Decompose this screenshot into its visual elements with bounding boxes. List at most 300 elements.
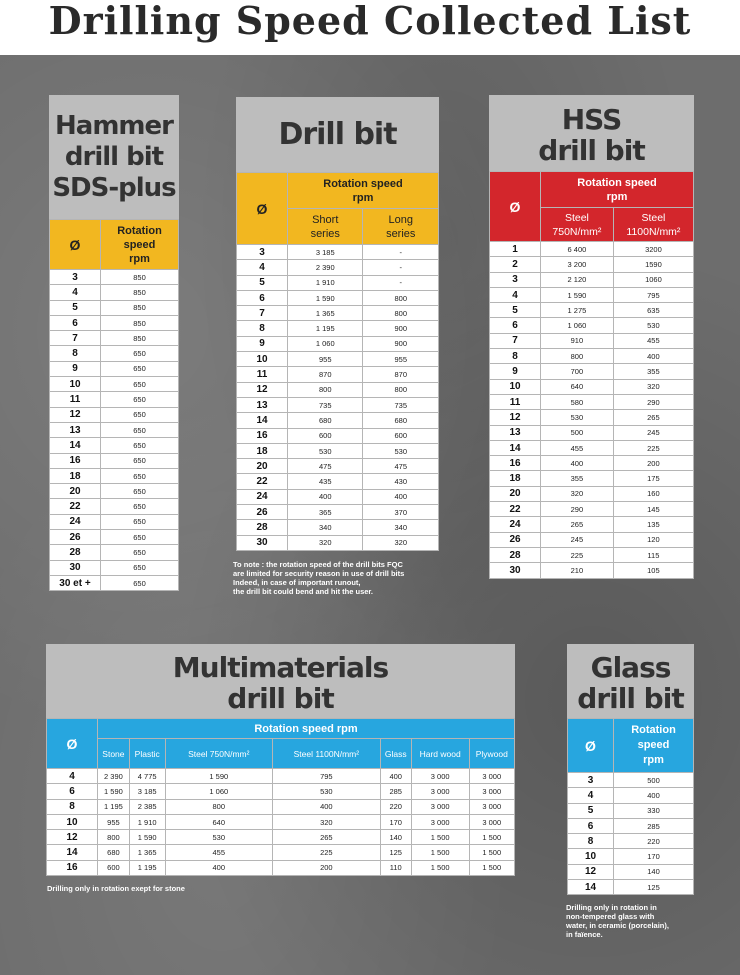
speed-cell: 1 060	[165, 784, 273, 799]
speed-cell: 580	[541, 394, 614, 409]
speed-cell: 320	[613, 379, 693, 394]
table-row	[50, 331, 179, 346]
table-row	[50, 514, 179, 529]
table-row	[50, 438, 179, 453]
diameter-cell: 14	[568, 880, 614, 895]
diameter-cell: 8	[237, 321, 288, 336]
diameter-cell: 20	[490, 486, 541, 501]
speed-cell: 850	[101, 315, 179, 330]
table-row	[568, 880, 694, 895]
glass-note: Drilling only in rotation in non-tempered glass with water, in ceramic (porcelain), in faïence.	[566, 903, 669, 939]
table-row	[237, 306, 439, 321]
table-row	[47, 769, 515, 784]
table-row	[50, 270, 179, 285]
diameter-cell: 12	[490, 410, 541, 425]
diameter-cell: 9	[237, 336, 288, 351]
diameter-cell: 8	[490, 349, 541, 364]
diameter-cell: 9	[490, 364, 541, 379]
speed-cell: 125	[614, 880, 694, 895]
speed-cell: 650	[101, 484, 179, 499]
diameter-cell: 30	[490, 563, 541, 578]
speed-cell: 900	[363, 321, 439, 336]
table-row	[568, 773, 694, 788]
speed-cell: 435	[288, 474, 363, 489]
diameter-cell: 9	[50, 361, 101, 376]
diameter-cell: 20	[237, 459, 288, 474]
rotation-speed-header: Rotation speed rpm	[288, 173, 439, 209]
speed-cell: 1 590	[541, 287, 614, 302]
speed-cell: 455	[613, 333, 693, 348]
speed-cell: 320	[541, 486, 614, 501]
table-row	[237, 275, 439, 290]
table-row	[568, 864, 694, 879]
table-row	[237, 397, 439, 412]
speed-cell: 170	[614, 849, 694, 864]
speed-cell: 635	[613, 303, 693, 318]
diameter-cell: 5	[568, 803, 614, 818]
speed-cell: 160	[613, 486, 693, 501]
diameter-cell: 6	[237, 290, 288, 305]
diameter-cell: 3	[50, 270, 101, 285]
diameter-cell: 13	[490, 425, 541, 440]
diameter-cell: 22	[490, 502, 541, 517]
speed-cell: 680	[363, 413, 439, 428]
speed-cell: 530	[288, 443, 363, 458]
diameter-cell: 10	[237, 352, 288, 367]
speed-cell: 850	[101, 300, 179, 315]
hardwood-header: Hard wood	[411, 739, 469, 769]
diameter-cell: 28	[50, 545, 101, 560]
diameter-cell: 28	[490, 547, 541, 562]
speed-cell: 125	[380, 845, 411, 860]
table-row	[490, 349, 694, 364]
speed-cell: 6 400	[541, 242, 614, 257]
table-row	[47, 814, 515, 829]
multi-table	[46, 718, 515, 876]
table-row	[490, 486, 694, 501]
diameter-cell: 3	[568, 773, 614, 788]
diameter-cell: 14	[490, 440, 541, 455]
speed-cell: 800	[541, 349, 614, 364]
speed-cell: 800	[363, 382, 439, 397]
table-row	[490, 379, 694, 394]
speed-cell: 1 195	[98, 799, 130, 814]
speed-cell: 3 000	[469, 784, 514, 799]
speed-cell: 200	[273, 860, 381, 875]
table-row	[47, 784, 515, 799]
table-row	[50, 484, 179, 499]
speed-cell: 1 500	[411, 845, 469, 860]
diameter-cell: 26	[490, 532, 541, 547]
diameter-cell: 16	[47, 860, 98, 875]
diameter-cell: 10	[490, 379, 541, 394]
speed-cell: 640	[165, 814, 273, 829]
stone-header: Stone	[98, 739, 130, 769]
speed-cell: 650	[101, 407, 179, 422]
speed-cell: 210	[541, 563, 614, 578]
speed-cell: 2 385	[129, 799, 165, 814]
rotation-speed-header: Rotation speed rpm	[541, 172, 694, 208]
table-row	[490, 563, 694, 578]
diameter-cell: 11	[50, 392, 101, 407]
diameter-cell: 8	[568, 834, 614, 849]
diameter-cell: 26	[237, 505, 288, 520]
page-title: Drilling Speed Collected List	[48, 0, 692, 43]
speed-cell: 955	[98, 814, 130, 829]
speed-cell: 650	[101, 453, 179, 468]
speed-cell: 1 590	[98, 784, 130, 799]
speed-cell: 115	[613, 547, 693, 562]
diameter-cell: 28	[237, 520, 288, 535]
diameter-cell: 22	[237, 474, 288, 489]
diameter-cell: 6	[50, 315, 101, 330]
plastic-header: Plastic	[129, 739, 165, 769]
diameter-cell: 4	[237, 260, 288, 275]
table-row	[490, 257, 694, 272]
speed-cell: 800	[98, 830, 130, 845]
speed-cell: 400	[614, 788, 694, 803]
steel-1100-header: Steel 1100N/mm²	[273, 739, 381, 769]
speed-cell: 1 590	[288, 290, 363, 305]
diameter-cell: 7	[490, 333, 541, 348]
table-row	[490, 272, 694, 287]
speed-cell: 795	[613, 287, 693, 302]
speed-cell: 850	[101, 285, 179, 300]
speed-cell: 330	[614, 803, 694, 818]
multi-title: Multimaterials drill bit	[46, 644, 515, 718]
speed-cell: 800	[288, 382, 363, 397]
diameter-cell: 1	[490, 242, 541, 257]
table-row	[50, 422, 179, 437]
table-row	[237, 474, 439, 489]
speed-cell: 145	[613, 502, 693, 517]
speed-cell: 3 200	[541, 257, 614, 272]
speed-cell: 245	[613, 425, 693, 440]
speed-cell: 500	[614, 773, 694, 788]
diameter-cell: 8	[47, 799, 98, 814]
table-row	[490, 440, 694, 455]
speed-cell: 795	[273, 769, 381, 784]
diameter-cell: 16	[237, 428, 288, 443]
diameter-cell: 12	[568, 864, 614, 879]
speed-cell: 3 000	[411, 799, 469, 814]
drill-title: Drill bit	[236, 97, 439, 172]
speed-cell: 650	[101, 377, 179, 392]
table-row	[237, 520, 439, 535]
speed-cell: 1 910	[288, 275, 363, 290]
long-series-header: Long series	[363, 209, 439, 245]
hammer-table	[49, 219, 179, 591]
drill-note: To note : the rotation speed of the drill bits FQC are limited for security reason in use of drill bits Indeed, in case of important runout, the drill bit could bend and hit the user.	[233, 560, 405, 596]
speed-cell: 700	[541, 364, 614, 379]
diameter-cell: 4	[490, 287, 541, 302]
diameter-cell: 4	[50, 285, 101, 300]
speed-cell: 320	[363, 535, 439, 550]
glass-header: Glass	[380, 739, 411, 769]
speed-cell: 530	[363, 443, 439, 458]
table-row	[50, 560, 179, 575]
table-row	[47, 799, 515, 814]
speed-cell: 1 365	[288, 306, 363, 321]
speed-cell: 1 275	[541, 303, 614, 318]
speed-cell: 650	[101, 392, 179, 407]
diameter-cell: 6	[47, 784, 98, 799]
speed-cell: 265	[273, 830, 381, 845]
speed-cell: 220	[380, 799, 411, 814]
table-row	[237, 459, 439, 474]
table-row	[490, 471, 694, 486]
speed-cell: 955	[288, 352, 363, 367]
steel-1100-header: Steel 1100N/mm²	[613, 208, 693, 242]
table-row	[490, 425, 694, 440]
speed-cell: 105	[613, 563, 693, 578]
short-series-header: Short series	[288, 209, 363, 245]
diameter-cell: 13	[50, 422, 101, 437]
hss-panel	[489, 95, 694, 579]
speed-cell: 3 185	[129, 784, 165, 799]
speed-cell: 1 500	[469, 845, 514, 860]
diameter-cell: 7	[50, 331, 101, 346]
diameter-cell: 14	[50, 438, 101, 453]
diameter-cell: 10	[50, 377, 101, 392]
speed-cell: 340	[288, 520, 363, 535]
diameter-cell: 22	[50, 499, 101, 514]
speed-cell: 3 000	[469, 769, 514, 784]
table-row	[490, 547, 694, 562]
hss-title: HSS drill bit	[489, 95, 694, 171]
diameter-cell: 4	[568, 788, 614, 803]
table-row	[568, 818, 694, 833]
diameter-cell: 12	[50, 407, 101, 422]
diameter-cell: 16	[490, 456, 541, 471]
table-row	[237, 535, 439, 550]
speed-cell: 245	[541, 532, 614, 547]
table-row	[50, 346, 179, 361]
table-row	[237, 336, 439, 351]
speed-cell: 1 500	[411, 860, 469, 875]
diameter-cell: 18	[50, 468, 101, 483]
diameter-cell: 3	[237, 245, 288, 260]
diameter-cell: 6	[568, 818, 614, 833]
speed-cell: 600	[288, 428, 363, 443]
table-row	[50, 545, 179, 560]
diameter-header: Ø	[47, 719, 98, 769]
speed-cell: 530	[273, 784, 381, 799]
table-row	[237, 428, 439, 443]
diameter-cell: 18	[490, 471, 541, 486]
speed-cell: 530	[165, 830, 273, 845]
speed-cell: 3 185	[288, 245, 363, 260]
table-row	[490, 410, 694, 425]
glass-panel	[567, 644, 694, 895]
speed-cell: 400	[363, 489, 439, 504]
speed-cell: -	[363, 260, 439, 275]
table-row	[237, 413, 439, 428]
speed-cell: 110	[380, 860, 411, 875]
speed-cell: 2 120	[541, 272, 614, 287]
speed-cell: 320	[273, 814, 381, 829]
table-row	[50, 361, 179, 376]
table-row	[50, 575, 179, 590]
table-row	[50, 468, 179, 483]
table-row	[237, 382, 439, 397]
table-row	[490, 517, 694, 532]
table-row	[568, 849, 694, 864]
speed-cell: 370	[363, 505, 439, 520]
speed-cell: 475	[363, 459, 439, 474]
table-row	[50, 285, 179, 300]
diameter-cell: 11	[490, 394, 541, 409]
speed-cell: 220	[614, 834, 694, 849]
speed-cell: 800	[363, 306, 439, 321]
diameter-cell: 20	[50, 484, 101, 499]
drill-panel	[236, 97, 439, 551]
table-row	[490, 532, 694, 547]
speed-cell: 3 000	[411, 784, 469, 799]
diameter-cell: 5	[490, 303, 541, 318]
speed-cell: 1 060	[541, 318, 614, 333]
speed-cell: 175	[613, 471, 693, 486]
diameter-cell: 10	[568, 849, 614, 864]
diameter-cell: 12	[47, 830, 98, 845]
table-row	[568, 834, 694, 849]
steel-750-header: Steel 750N/mm²	[541, 208, 614, 242]
diameter-header: Ø	[237, 173, 288, 245]
speed-cell: 735	[363, 397, 439, 412]
table-row	[237, 290, 439, 305]
hammer-title: Hammer drill bit SDS-plus	[49, 95, 179, 219]
speed-cell: 265	[541, 517, 614, 532]
table-row	[47, 860, 515, 875]
diameter-cell: 13	[237, 397, 288, 412]
speed-cell: 400	[288, 489, 363, 504]
diameter-cell: 2	[490, 257, 541, 272]
speed-cell: 4 775	[129, 769, 165, 784]
diameter-cell: 14	[237, 413, 288, 428]
diameter-cell: 10	[47, 814, 98, 829]
table-row	[490, 502, 694, 517]
speed-cell: 1060	[613, 272, 693, 287]
speed-cell: 650	[101, 560, 179, 575]
table-row	[47, 830, 515, 845]
speed-cell: 170	[380, 814, 411, 829]
speed-cell: 600	[98, 860, 130, 875]
speed-cell: 455	[541, 440, 614, 455]
diameter-cell: 6	[490, 318, 541, 333]
speed-cell: 1 910	[129, 814, 165, 829]
diameter-header: Ø	[490, 172, 541, 242]
table-row	[50, 315, 179, 330]
speed-cell: 2 390	[98, 769, 130, 784]
speed-cell: 265	[613, 410, 693, 425]
speed-cell: 650	[101, 499, 179, 514]
diameter-cell: 18	[237, 443, 288, 458]
speed-cell: 455	[165, 845, 273, 860]
table-row	[237, 505, 439, 520]
speed-cell: 1 500	[469, 830, 514, 845]
speed-cell: 225	[273, 845, 381, 860]
speed-cell: 320	[288, 535, 363, 550]
table-row	[50, 407, 179, 422]
speed-cell: 735	[288, 397, 363, 412]
speed-cell: 600	[363, 428, 439, 443]
speed-cell: 400	[613, 349, 693, 364]
speed-cell: 400	[541, 456, 614, 471]
steel-750-header: Steel 750N/mm²	[165, 739, 273, 769]
rotation-speed-header: Rotation speed rpm	[101, 220, 179, 270]
plywood-header: Plywood	[469, 739, 514, 769]
speed-cell: 650	[101, 545, 179, 560]
speed-cell: 140	[614, 864, 694, 879]
speed-cell: 650	[101, 514, 179, 529]
speed-cell: 225	[541, 547, 614, 562]
speed-cell: 290	[541, 502, 614, 517]
table-row	[490, 318, 694, 333]
speed-cell: 500	[541, 425, 614, 440]
speed-cell: 3 000	[469, 814, 514, 829]
table-row	[237, 260, 439, 275]
speed-cell: 1 590	[129, 830, 165, 845]
speed-cell: 800	[363, 290, 439, 305]
speed-cell: 1 500	[469, 860, 514, 875]
speed-cell: 200	[613, 456, 693, 471]
rotation-speed-header: Rotation speed rpm	[614, 719, 694, 773]
table-row	[490, 303, 694, 318]
diameter-cell: 12	[237, 382, 288, 397]
diameter-cell: 30	[50, 560, 101, 575]
speed-cell: 1590	[613, 257, 693, 272]
speed-cell: 400	[273, 799, 381, 814]
table-row	[237, 367, 439, 382]
speed-cell: 3 000	[411, 814, 469, 829]
diameter-cell: 7	[237, 306, 288, 321]
diameter-cell: 14	[47, 845, 98, 860]
diameter-header: Ø	[50, 220, 101, 270]
speed-cell: 650	[101, 468, 179, 483]
table-row	[47, 845, 515, 860]
diameter-cell: 16	[50, 453, 101, 468]
table-row	[237, 489, 439, 504]
diameter-header: Ø	[568, 719, 614, 773]
speed-cell: 3 000	[411, 769, 469, 784]
speed-cell: 650	[101, 575, 179, 590]
speed-cell: 680	[98, 845, 130, 860]
diameter-cell: 24	[490, 517, 541, 532]
glass-title: Glass drill bit	[567, 644, 694, 718]
speed-cell: 1 060	[288, 336, 363, 351]
table-row	[237, 245, 439, 260]
table-row	[490, 287, 694, 302]
speed-cell: 355	[613, 364, 693, 379]
table-row	[490, 394, 694, 409]
speed-cell: 225	[613, 440, 693, 455]
speed-cell: 650	[101, 361, 179, 376]
speed-cell: 955	[363, 352, 439, 367]
table-row	[568, 788, 694, 803]
table-row	[237, 321, 439, 336]
speed-cell: 530	[613, 318, 693, 333]
diameter-cell: 24	[50, 514, 101, 529]
speed-cell: 3 000	[469, 799, 514, 814]
diameter-cell: 30 et +	[50, 575, 101, 590]
table-row	[50, 530, 179, 545]
speed-cell: 1 195	[288, 321, 363, 336]
glass-table	[567, 718, 694, 895]
speed-cell: 120	[613, 532, 693, 547]
speed-cell: 290	[613, 394, 693, 409]
speed-cell: 1 590	[165, 769, 273, 784]
speed-cell: 2 390	[288, 260, 363, 275]
